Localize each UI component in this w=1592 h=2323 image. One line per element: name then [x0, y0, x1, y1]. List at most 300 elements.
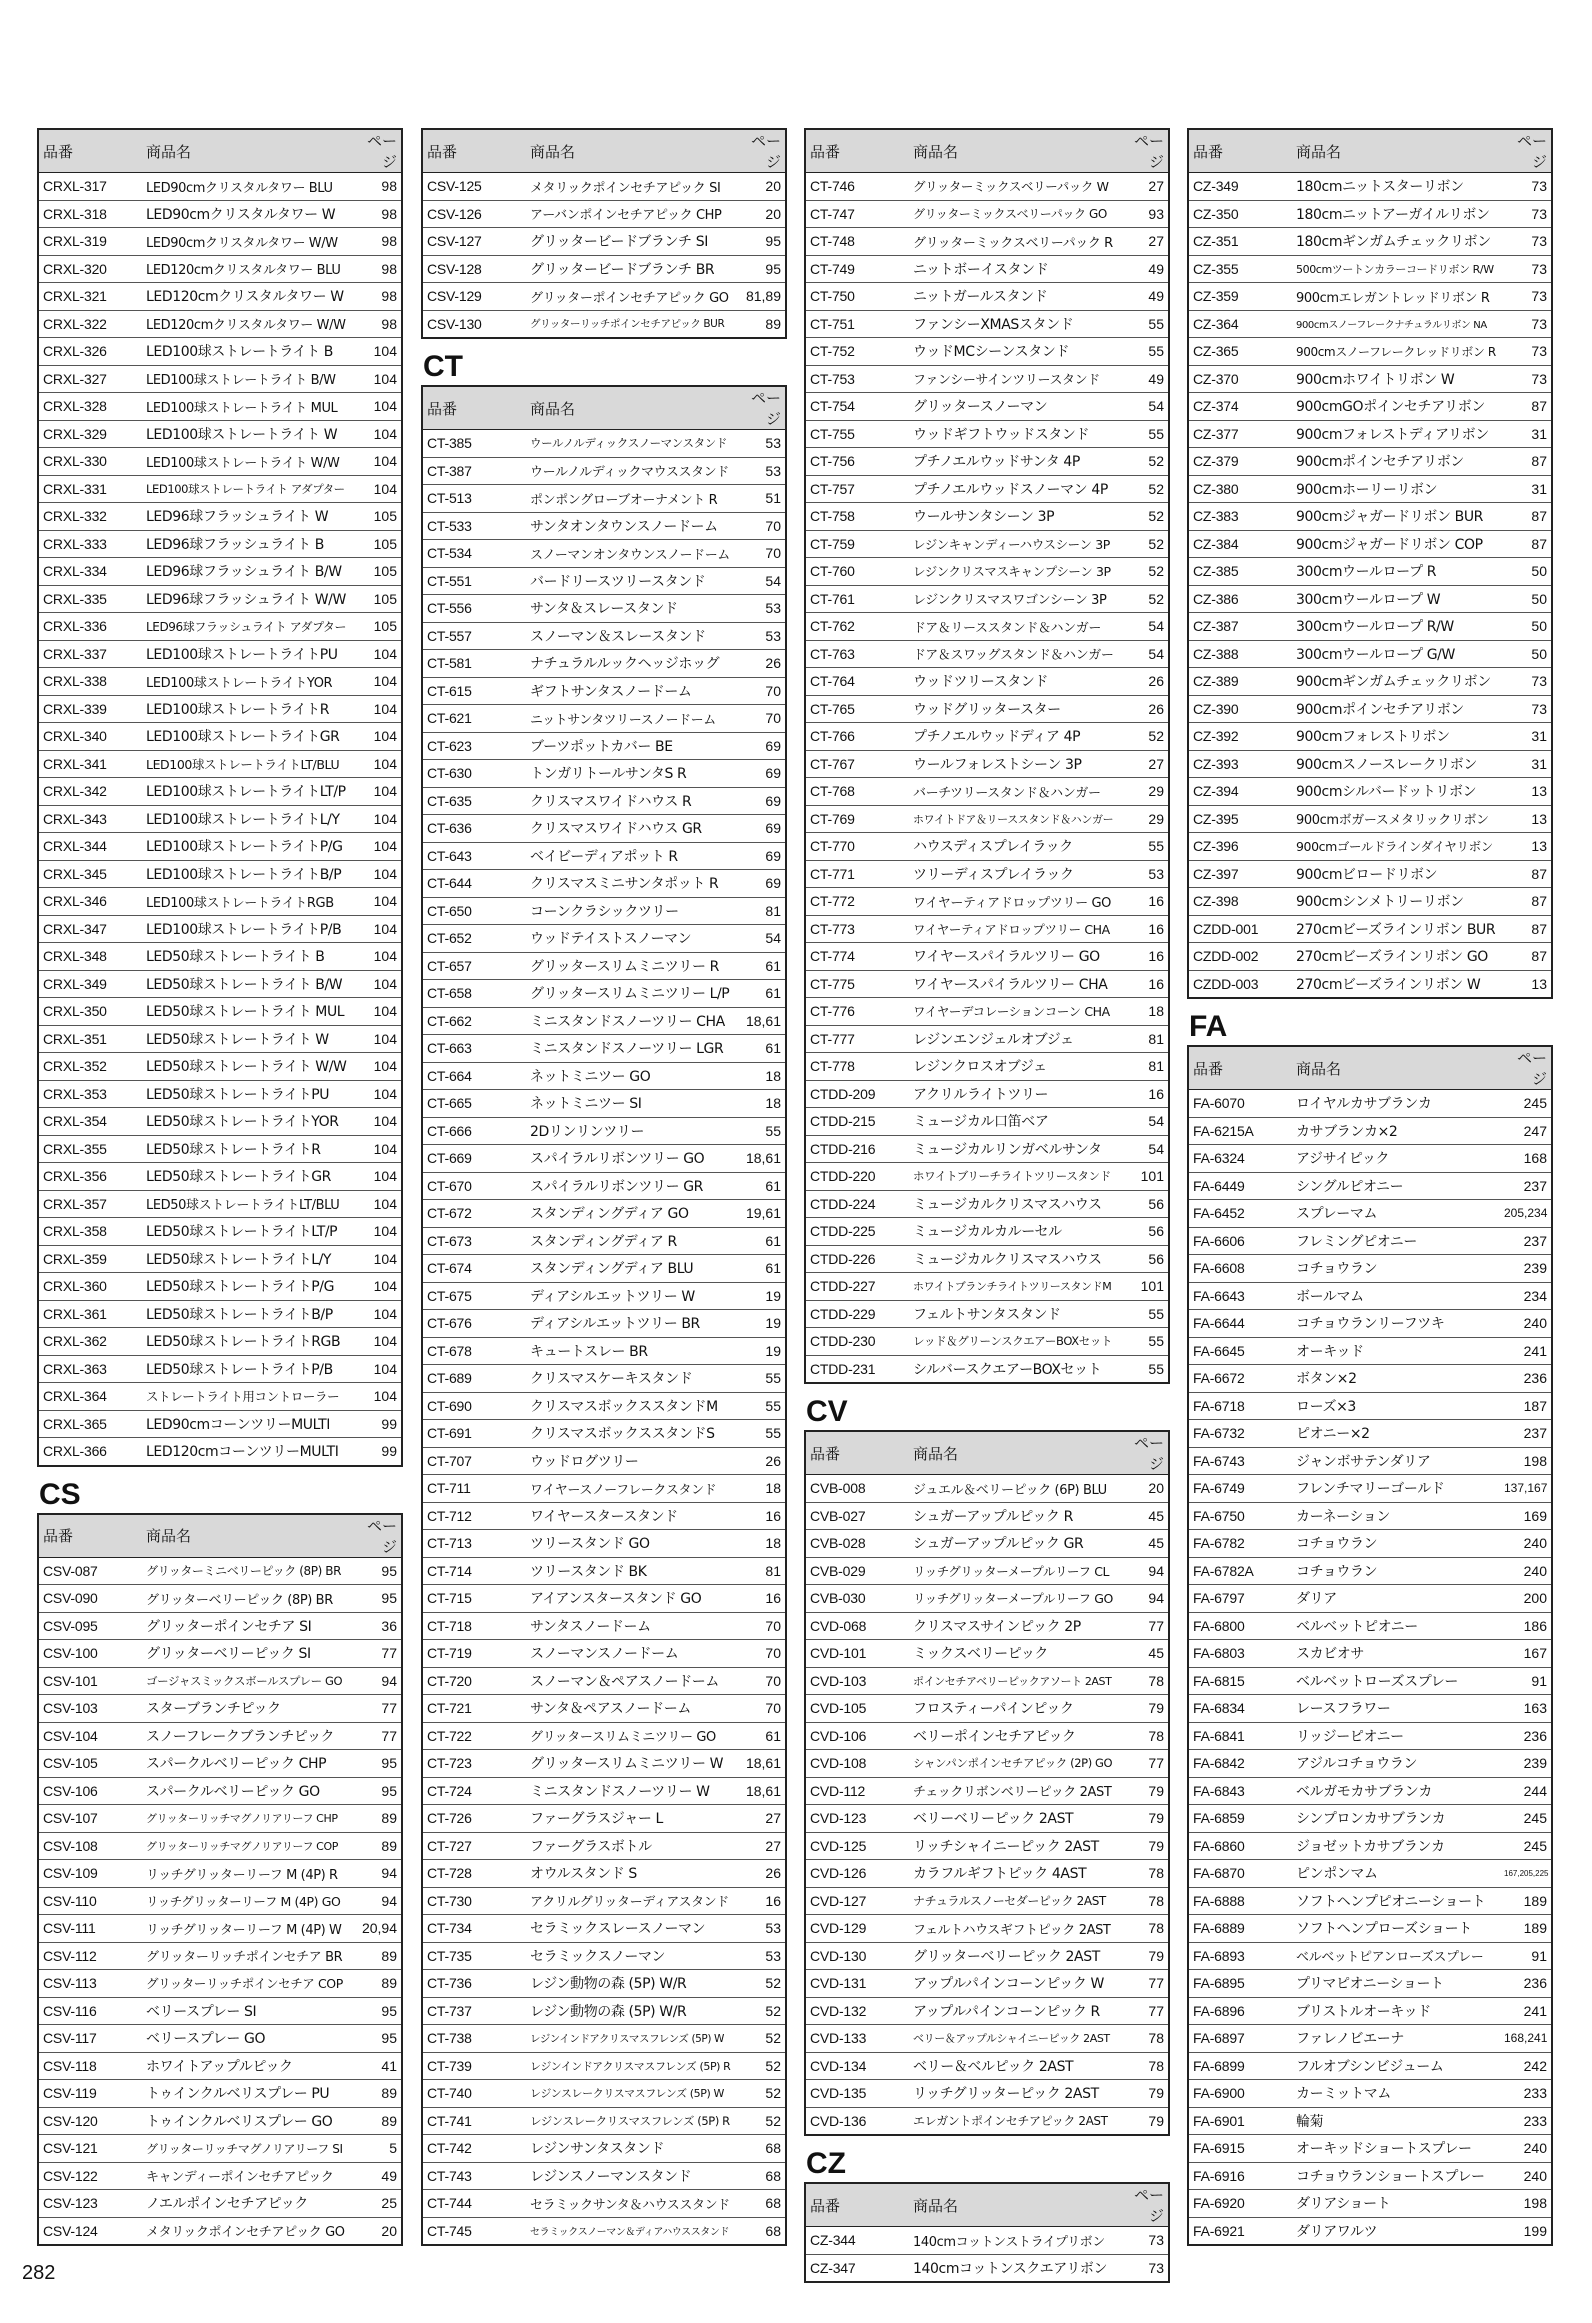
- product-name: LED50球ストレートライトP/B: [142, 1355, 350, 1383]
- product-name: 140cmコットンスクエアリボン: [913, 2260, 1108, 2277]
- table-row: [422, 567, 786, 595]
- header-code: 品番: [422, 129, 526, 173]
- page-ref: 89: [350, 1805, 402, 1833]
- table-row: [805, 998, 1169, 1026]
- page-ref: 95: [350, 1585, 402, 1613]
- product-code: CSV-119: [38, 2080, 142, 2108]
- page-ref: 104: [350, 915, 402, 943]
- product-code: CT-689: [422, 1365, 526, 1393]
- product-code: CT-713: [422, 1530, 526, 1558]
- product-name: プチノエルウッドサンタ 4P: [909, 448, 1117, 476]
- table-row: [1188, 1392, 1552, 1420]
- product-code: CT-752: [805, 338, 909, 366]
- page-ref: 16: [1117, 970, 1169, 998]
- page-ref: 73: [1500, 668, 1552, 696]
- page-ref: 54: [1117, 1135, 1169, 1163]
- product-code: CT-755: [805, 420, 909, 448]
- table-row: [805, 1722, 1169, 1750]
- product-code: CT-387: [422, 457, 526, 485]
- table-row: [1188, 1090, 1552, 1118]
- product-name: シンプロンカサブランカ: [1292, 1805, 1500, 1833]
- product-name: スパイラルリボンツリー GO: [526, 1145, 734, 1173]
- product-code: CRXL-345: [38, 860, 142, 888]
- product-name: ノエルポインセチアピック: [142, 2190, 350, 2218]
- page-ref: 54: [1117, 613, 1169, 641]
- product-name: ミニスタンドスノーツリー LGR: [526, 1035, 734, 1063]
- index-column-2: [421, 128, 787, 2246]
- table-row: [422, 1942, 786, 1970]
- product-name: アップルパインコーンピック R: [909, 1997, 1117, 2025]
- table-row: [422, 255, 786, 283]
- table-row: [1188, 2190, 1552, 2218]
- product-code: CT-758: [805, 503, 909, 531]
- product-name: グリッタービードブランチ BR: [526, 255, 734, 283]
- table-row: [422, 173, 786, 201]
- page-ref: 189: [1500, 1915, 1552, 1943]
- table-row: [38, 1695, 402, 1723]
- page-ref: 53: [734, 1915, 786, 1943]
- table-row: [805, 1557, 1169, 1585]
- table-row: [1188, 1667, 1552, 1695]
- product-code: CSV-111: [38, 1915, 142, 1943]
- product-code: FA-6921: [1193, 2222, 1245, 2239]
- product-code: FA-6915: [1188, 2135, 1292, 2163]
- product-name: レジンクリスマスワゴンシーン 3P: [909, 585, 1117, 613]
- table-row: [422, 430, 786, 458]
- page-ref: 94: [1117, 1557, 1169, 1585]
- product-name: LED90cmクリスタルタワー BLU: [142, 173, 350, 201]
- product-code: CZ-396: [1188, 833, 1292, 861]
- product-name: ポンポングローブオーナメント R: [526, 485, 734, 513]
- page-ref: 104: [350, 338, 402, 366]
- product-code: CT-745: [427, 2222, 472, 2239]
- product-name: カサブランカ×2: [1292, 1117, 1500, 1145]
- page-ref: 104: [350, 365, 402, 393]
- product-code: FA-6718: [1188, 1392, 1292, 1420]
- page-ref: 55: [734, 1117, 786, 1145]
- table-row: [422, 732, 786, 760]
- page-ref: 79: [1117, 1942, 1169, 1970]
- table-row: [1188, 1997, 1552, 2025]
- table-row: [422, 1255, 786, 1283]
- table-row: [1188, 475, 1552, 503]
- table-row: [805, 1805, 1169, 1833]
- product-name: LED100球ストレートライトB/P: [142, 860, 350, 888]
- product-code: CZ-387: [1188, 613, 1292, 641]
- product-code: CT-643: [422, 842, 526, 870]
- product-name: LED50球ストレートライトGR: [142, 1163, 350, 1191]
- table-row: [38, 1942, 402, 1970]
- page-ref: 73: [1500, 695, 1552, 723]
- product-code: CVD-132: [805, 1997, 909, 2025]
- product-index-table: [37, 1513, 403, 2247]
- page-ref: 169: [1500, 1502, 1552, 1530]
- table-row: [1188, 750, 1552, 778]
- page-ref: 104: [350, 1218, 402, 1246]
- product-name: コーンクラシックツリー: [526, 897, 734, 925]
- product-code: FA-6899: [1188, 2052, 1292, 2080]
- product-code: CT-658: [422, 980, 526, 1008]
- product-name: 900cmスノーフレークナチュラルリボン NA: [1292, 310, 1500, 338]
- product-code: CT-734: [422, 1915, 526, 1943]
- product-code: CT-720: [422, 1667, 526, 1695]
- table-row: [805, 943, 1169, 971]
- product-name: バーチツリースタンド＆ハンガー: [909, 778, 1117, 806]
- table-row: [1188, 1420, 1552, 1448]
- product-name: グリッターポインセチア SI: [142, 1612, 350, 1640]
- page-ref: 81: [1117, 1025, 1169, 1053]
- table-row: [38, 228, 402, 256]
- product-code: CRXL-336: [38, 613, 142, 641]
- product-name: スノーフレークブランチピック: [142, 1722, 350, 1750]
- product-name: リッジーピオニー: [1292, 1722, 1500, 1750]
- table-row: [38, 750, 402, 778]
- product-name: LED100球ストレートライト B/W: [142, 365, 350, 393]
- product-name: LED50球ストレートライトP/G: [142, 1273, 350, 1301]
- header-page: ページ: [1117, 1431, 1169, 1475]
- product-name: 900cmポインセチアリボン: [1292, 448, 1500, 476]
- page-ref: 104: [350, 420, 402, 448]
- table-row: [1188, 393, 1552, 421]
- product-name: キュートスレー BR: [526, 1337, 734, 1365]
- table-row: [422, 1667, 786, 1695]
- product-code: CVD-105: [805, 1695, 909, 1723]
- product-code: CVD-125: [805, 1832, 909, 1860]
- product-code: CT-754: [805, 393, 909, 421]
- product-name: スカビオサ: [1292, 1640, 1500, 1668]
- product-code: CT-674: [422, 1255, 526, 1283]
- table-row: [38, 1355, 402, 1383]
- page-ref: 95: [350, 1777, 402, 1805]
- product-name: エレガントポインセチアピック 2AST: [913, 2114, 1108, 2129]
- page-ref: 69: [734, 842, 786, 870]
- page-ref: 241: [1500, 1997, 1552, 2025]
- table-row: [1188, 1282, 1552, 1310]
- page-ref: 25: [350, 2190, 402, 2218]
- product-name: ホワイトアップルピック: [142, 2052, 350, 2080]
- table-row: [422, 1970, 786, 1998]
- page-ref: 104: [350, 778, 402, 806]
- product-code: CRXL-317: [38, 173, 142, 201]
- product-code: CSV-118: [38, 2052, 142, 2080]
- product-code: CSV-112: [38, 1942, 142, 1970]
- table-row: [1188, 833, 1552, 861]
- page-ref: 237: [1500, 1172, 1552, 1200]
- product-code: CVB-008: [805, 1475, 909, 1503]
- page-ref: 77: [350, 1695, 402, 1723]
- table-row: [38, 475, 402, 503]
- page-ref: 98: [350, 228, 402, 256]
- page-ref: 68: [765, 2222, 781, 2239]
- page-ref: 93: [1117, 200, 1169, 228]
- page-ref: 52: [734, 1970, 786, 1998]
- product-name: ファーグラスジャー L: [526, 1805, 734, 1833]
- product-name: ダリアショート: [1292, 2190, 1500, 2218]
- page-ref: 52: [734, 2052, 786, 2080]
- product-code: CT-534: [422, 540, 526, 568]
- product-name: フレミングピオニー: [1292, 1227, 1500, 1255]
- product-code: FA-6900: [1188, 2080, 1292, 2108]
- page-ref: 19: [734, 1310, 786, 1338]
- table-row: [38, 2025, 402, 2053]
- table-row: [1188, 668, 1552, 696]
- table-row: [422, 1695, 786, 1723]
- page-ref: 55: [1117, 833, 1169, 861]
- table-row: [422, 283, 786, 311]
- product-code: CVD-068: [805, 1612, 909, 1640]
- page-ref: 78: [1117, 1722, 1169, 1750]
- table-row: [1188, 283, 1552, 311]
- product-name: LED96球フラッシュライト B: [142, 530, 350, 558]
- product-code: CSV-125: [422, 173, 526, 201]
- product-name: 輪菊: [1292, 2107, 1500, 2135]
- product-name: 180cmギンガムチェックリボン: [1292, 228, 1500, 256]
- product-name: シルバースクエアーBOXセット: [913, 1361, 1102, 1378]
- product-code: CSV-120: [38, 2107, 142, 2135]
- table-row: [38, 640, 402, 668]
- product-name: LED50球ストレートライトB/P: [142, 1300, 350, 1328]
- product-name: スプレーマム: [1292, 1200, 1500, 1228]
- product-code: CRXL-339: [38, 695, 142, 723]
- table-row: [1188, 1722, 1552, 1750]
- product-code: CRXL-340: [38, 723, 142, 751]
- page-ref: 54: [734, 925, 786, 953]
- table-row: [422, 1007, 786, 1035]
- product-name: 900cmGOポインセチアリボン: [1292, 393, 1500, 421]
- page-ref: 104: [350, 805, 402, 833]
- product-code: CT-678: [422, 1337, 526, 1365]
- product-code: CT-666: [422, 1117, 526, 1145]
- product-name: リッチグリッターピック 2AST: [909, 2080, 1117, 2108]
- page-ref: 54: [1117, 1108, 1169, 1136]
- product-name: LED100球ストレートライトP/B: [142, 915, 350, 943]
- product-name: スノーマンスノードーム: [526, 1640, 734, 1668]
- table-row: [1188, 915, 1552, 943]
- product-code: FA-6797: [1188, 1585, 1292, 1613]
- product-code: FA-6672: [1188, 1365, 1292, 1393]
- product-code: CT-770: [805, 833, 909, 861]
- page-ref: 89: [350, 1970, 402, 1998]
- product-code: CRXL-350: [38, 998, 142, 1026]
- table-row: [422, 2217, 786, 2245]
- page-ref: 70: [734, 677, 786, 705]
- page-ref: 19: [734, 1337, 786, 1365]
- page-ref: 236: [1500, 1722, 1552, 1750]
- table-row: [422, 1447, 786, 1475]
- product-code: FA-6070: [1188, 1090, 1292, 1118]
- product-code: CVD-103: [805, 1667, 909, 1695]
- page-ref: 95: [350, 2025, 402, 2053]
- page-ref: 55: [734, 1420, 786, 1448]
- table-row: [1188, 1612, 1552, 1640]
- page-ref: 27: [734, 1832, 786, 1860]
- product-name: ミュージカルクリスマスハウス: [909, 1245, 1117, 1273]
- header-code: 品番: [1188, 129, 1292, 173]
- product-code: CSV-130: [427, 315, 482, 332]
- page-ref: 31: [1500, 475, 1552, 503]
- page-ref: 89: [765, 315, 781, 332]
- product-code: CVD-108: [805, 1750, 909, 1778]
- product-code: CZ-351: [1188, 228, 1292, 256]
- product-name: LED100球ストレートライトLT/P: [142, 778, 350, 806]
- product-code: CT-736: [422, 1970, 526, 1998]
- table-row: [1188, 420, 1552, 448]
- product-code: CRXL-346: [38, 888, 142, 916]
- product-code: CT-513: [422, 485, 526, 513]
- table-row: [38, 365, 402, 393]
- table-row: [1188, 1557, 1552, 1585]
- product-code: CT-751: [805, 310, 909, 338]
- product-name: ベリースプレー GO: [142, 2025, 350, 2053]
- product-code: CT-581: [422, 650, 526, 678]
- product-code: CTDD-227: [805, 1273, 909, 1301]
- table-row: [38, 888, 402, 916]
- product-name: グリッターリッチマグノリアリーフ CHP: [142, 1805, 350, 1833]
- page-ref: 61: [734, 952, 786, 980]
- page-ref: 198: [1500, 1447, 1552, 1475]
- table-row: [38, 943, 402, 971]
- product-name: レッド＆グリーンスクエアーBOXセット: [909, 1328, 1117, 1356]
- product-code: CRXL-333: [38, 530, 142, 558]
- product-code: CT-714: [422, 1557, 526, 1585]
- page-ref: 81: [1117, 1053, 1169, 1081]
- table-row: [805, 1025, 1169, 1053]
- product-name: LED100球ストレートライトGR: [142, 723, 350, 751]
- product-name: シュガーアップルピック R: [909, 1502, 1117, 1530]
- table-row: [805, 1997, 1169, 2025]
- table-row: [1188, 2080, 1552, 2108]
- product-name: アップルパインコーンピック W: [909, 1970, 1117, 1998]
- product-code: CT-739: [422, 2052, 526, 2080]
- header-page: ページ: [350, 1514, 402, 1558]
- product-name: スパイラルリボンツリー GR: [526, 1172, 734, 1200]
- table-row: [805, 310, 1169, 338]
- table-row: [422, 457, 786, 485]
- table-row: [805, 255, 1169, 283]
- product-code: CRXL-362: [38, 1328, 142, 1356]
- page-ref: 241: [1500, 1337, 1552, 1365]
- table-row: [422, 705, 786, 733]
- product-code: CT-741: [422, 2107, 526, 2135]
- product-name: スノーマン＆ペアスノードーム: [526, 1667, 734, 1695]
- page-ref: 31: [1500, 420, 1552, 448]
- table-row: [38, 1750, 402, 1778]
- page-ref: 104: [350, 1245, 402, 1273]
- table-row: [805, 1502, 1169, 1530]
- page-ref: 104: [350, 1108, 402, 1136]
- page-ref: 79: [1117, 1777, 1169, 1805]
- table-row: [805, 393, 1169, 421]
- page-ref: 53: [734, 430, 786, 458]
- header-name: 商品名: [1292, 1046, 1500, 1090]
- product-name: グリッターミニベリーピック (8P) BR: [142, 1557, 350, 1585]
- page-ref: 104: [350, 1273, 402, 1301]
- table-row: [422, 925, 786, 953]
- product-code: CRXL-349: [38, 970, 142, 998]
- product-code: FA-6860: [1188, 1832, 1292, 1860]
- product-code: CT-769: [805, 805, 909, 833]
- page-ref: 94: [1117, 1585, 1169, 1613]
- table-row: [38, 613, 402, 641]
- table-row: [1188, 1117, 1552, 1145]
- table-row: [1188, 2107, 1552, 2135]
- table-row: [422, 1997, 786, 2025]
- page-ref: 20: [381, 2222, 397, 2239]
- page-ref: 49: [350, 2162, 402, 2190]
- page-ref: 137,167: [1500, 1475, 1552, 1503]
- product-code: FA-6834: [1188, 1695, 1292, 1723]
- page-ref: 104: [350, 1135, 402, 1163]
- table-row: [805, 1080, 1169, 1108]
- product-name: LED50球ストレートライト W: [142, 1025, 350, 1053]
- product-code: FA-6859: [1188, 1805, 1292, 1833]
- product-code: CRXL-320: [38, 255, 142, 283]
- page-ref: 52: [1117, 503, 1169, 531]
- table-row: [805, 833, 1169, 861]
- table-row: [1188, 970, 1552, 998]
- page-ref: 98: [350, 283, 402, 311]
- table-row: [805, 640, 1169, 668]
- product-index-table: [1187, 128, 1553, 999]
- product-name: 500cmツートンカラーコードリボン R/W: [1292, 255, 1500, 283]
- table-row: [422, 1777, 786, 1805]
- table-row: [422, 310, 786, 338]
- table-header-row: [422, 129, 786, 173]
- product-name: LED100球ストレートライト W/W: [142, 448, 350, 476]
- product-code: FA-6800: [1188, 1612, 1292, 1640]
- product-name: フロスティーパインピック: [909, 1695, 1117, 1723]
- page-ref: 104: [350, 1355, 402, 1383]
- product-name: ミニスタンドスノーツリー W: [526, 1777, 734, 1805]
- product-code: CT-673: [422, 1227, 526, 1255]
- product-name: クリスマスワイドハウス GR: [526, 815, 734, 843]
- product-code: CT-721: [422, 1695, 526, 1723]
- product-name: レジンエンジェルオブジェ: [909, 1025, 1117, 1053]
- table-row: [422, 952, 786, 980]
- page-ref: 70: [734, 512, 786, 540]
- product-name: ソフトヘンプピオニーショート: [1292, 1887, 1500, 1915]
- product-name: スターブランチピック: [142, 1695, 350, 1723]
- table-row: [805, 1612, 1169, 1640]
- product-code: FA-6608: [1188, 1255, 1292, 1283]
- product-code: CRXL-338: [38, 668, 142, 696]
- product-code: CT-672: [422, 1200, 526, 1228]
- page-ref: 240: [1500, 2162, 1552, 2190]
- product-name: ワイヤースタースタンド: [526, 1502, 734, 1530]
- table-row: [422, 2135, 786, 2163]
- table-row: [805, 283, 1169, 311]
- product-code: FA-6893: [1188, 1942, 1292, 1970]
- table-row: [805, 1777, 1169, 1805]
- product-code: CSV-121: [38, 2135, 142, 2163]
- page-ref: 101: [1117, 1273, 1169, 1301]
- product-name: グリッターミックスベリーパック W: [909, 173, 1117, 201]
- product-code: CT-385: [422, 430, 526, 458]
- product-code: CSV-109: [38, 1860, 142, 1888]
- product-name: ベリー＆アップルシャイニーピック 2AST: [909, 2025, 1117, 2053]
- product-code: CSV-105: [38, 1750, 142, 1778]
- header-name: 商品名: [1292, 129, 1500, 173]
- table-row: [38, 915, 402, 943]
- table-row: [805, 778, 1169, 806]
- product-code: CRXL-322: [38, 310, 142, 338]
- table-row: [422, 787, 786, 815]
- table-row: [805, 1585, 1169, 1613]
- product-code: CT-768: [805, 778, 909, 806]
- product-name: コチョウラン: [1292, 1557, 1500, 1585]
- table-row: [1188, 1227, 1552, 1255]
- product-code: CT-669: [422, 1145, 526, 1173]
